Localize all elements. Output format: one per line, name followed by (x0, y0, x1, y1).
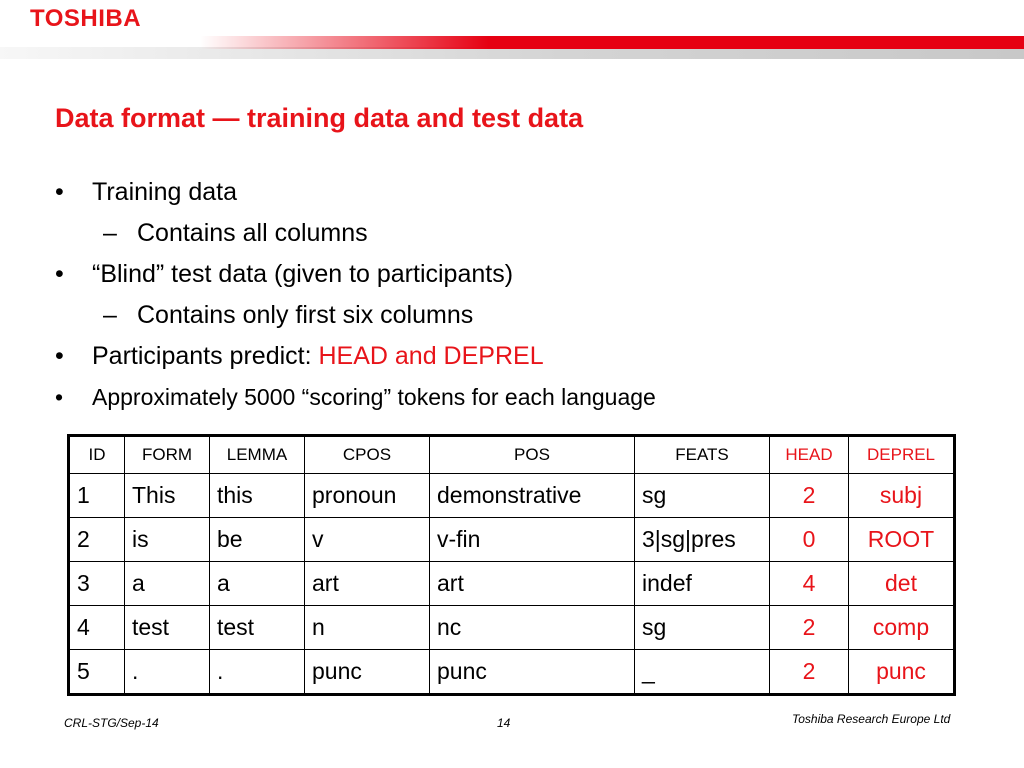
bullet-participants-predict (55, 336, 995, 377)
cell-id: 5 (69, 650, 125, 695)
page-number: 14 (497, 716, 511, 730)
column-header-pos: POS (430, 436, 635, 474)
column-header-feats: FEATS (635, 436, 770, 474)
slide-title: Data format — training data and test data (55, 103, 584, 133)
cell-feats: sg (635, 474, 770, 518)
cell-deprel: subj (849, 474, 955, 518)
sub-bullet-mark: – (103, 219, 117, 247)
column-header-deprel: DEPREL (849, 436, 955, 474)
cell-head: 0 (770, 518, 849, 562)
toshiba-logo: TOSHIBA (30, 5, 142, 32)
sub-bullet-mark: – (103, 301, 117, 329)
table-row (69, 562, 955, 606)
bullet-list (55, 172, 995, 418)
bullet-scoring-tokens (55, 377, 995, 418)
cell-pos: v-fin (430, 518, 635, 562)
footer-organization: Toshiba Research Europe Ltd (792, 712, 951, 726)
cell-deprel: ROOT (849, 518, 955, 562)
bullet-mark: • (55, 342, 64, 370)
cell-form: . (125, 650, 210, 695)
bullet-highlight: HEAD and DEPREL (318, 342, 544, 370)
cell-form: a (125, 562, 210, 606)
table-row (69, 606, 955, 650)
bullet-text: Participants predict: (92, 342, 319, 370)
column-header-lemma: LEMMA (210, 436, 305, 474)
cell-form: This (125, 474, 210, 518)
table-row (69, 650, 955, 695)
bullet-text: “Blind” test data (given to participants) (92, 260, 514, 288)
cell-deprel: det (849, 562, 955, 606)
cell-feats: indef (635, 562, 770, 606)
footer-code: CRL-STG/Sep-14 (64, 716, 159, 730)
sub-bullet-six-columns (55, 295, 995, 336)
table-row (69, 474, 955, 518)
cell-lemma: this (210, 474, 305, 518)
table-row (69, 518, 955, 562)
sub-bullet-all-columns (55, 213, 995, 254)
cell-lemma: a (210, 562, 305, 606)
bullet-blind-test-data (55, 254, 995, 295)
cell-cpos: v (305, 518, 430, 562)
bullet-text: Training data (92, 178, 237, 206)
cell-form: test (125, 606, 210, 650)
bullet-text-wrap (92, 336, 544, 377)
cell-form: is (125, 518, 210, 562)
bullet-mark: • (55, 178, 64, 206)
column-header-cpos: CPOS (305, 436, 430, 474)
cell-pos: art (430, 562, 635, 606)
bullet-mark: • (55, 260, 64, 288)
cell-id: 4 (69, 606, 125, 650)
cell-cpos: punc (305, 650, 430, 695)
cell-feats: 3|sg|pres (635, 518, 770, 562)
bullet-training-data (55, 172, 995, 213)
cell-lemma: . (210, 650, 305, 695)
cell-id: 1 (69, 474, 125, 518)
column-header-form: FORM (125, 436, 210, 474)
cell-feats: _ (635, 650, 770, 695)
sub-bullet-text: Contains all columns (137, 219, 368, 247)
cell-cpos: art (305, 562, 430, 606)
header-band-red (200, 36, 1024, 49)
bullet-mark: • (55, 384, 64, 410)
cell-head: 2 (770, 606, 849, 650)
bullet-text: Approximately 5000 “scoring” tokens for each language (92, 384, 656, 410)
cell-cpos: pronoun (305, 474, 430, 518)
sub-bullet-text: Contains only first six columns (137, 301, 474, 329)
cell-id: 2 (69, 518, 125, 562)
column-header-id: ID (69, 436, 125, 474)
cell-lemma: be (210, 518, 305, 562)
cell-id: 3 (69, 562, 125, 606)
cell-head: 4 (770, 562, 849, 606)
cell-feats: sg (635, 606, 770, 650)
cell-pos: demonstrative (430, 474, 635, 518)
table-header-row (69, 436, 955, 474)
cell-pos: nc (430, 606, 635, 650)
data-format-table (67, 434, 956, 696)
cell-cpos: n (305, 606, 430, 650)
cell-deprel: comp (849, 606, 955, 650)
column-header-head: HEAD (770, 436, 849, 474)
cell-head: 2 (770, 650, 849, 695)
cell-head: 2 (770, 474, 849, 518)
cell-lemma: test (210, 606, 305, 650)
cell-deprel: punc (849, 650, 955, 695)
cell-pos: punc (430, 650, 635, 695)
